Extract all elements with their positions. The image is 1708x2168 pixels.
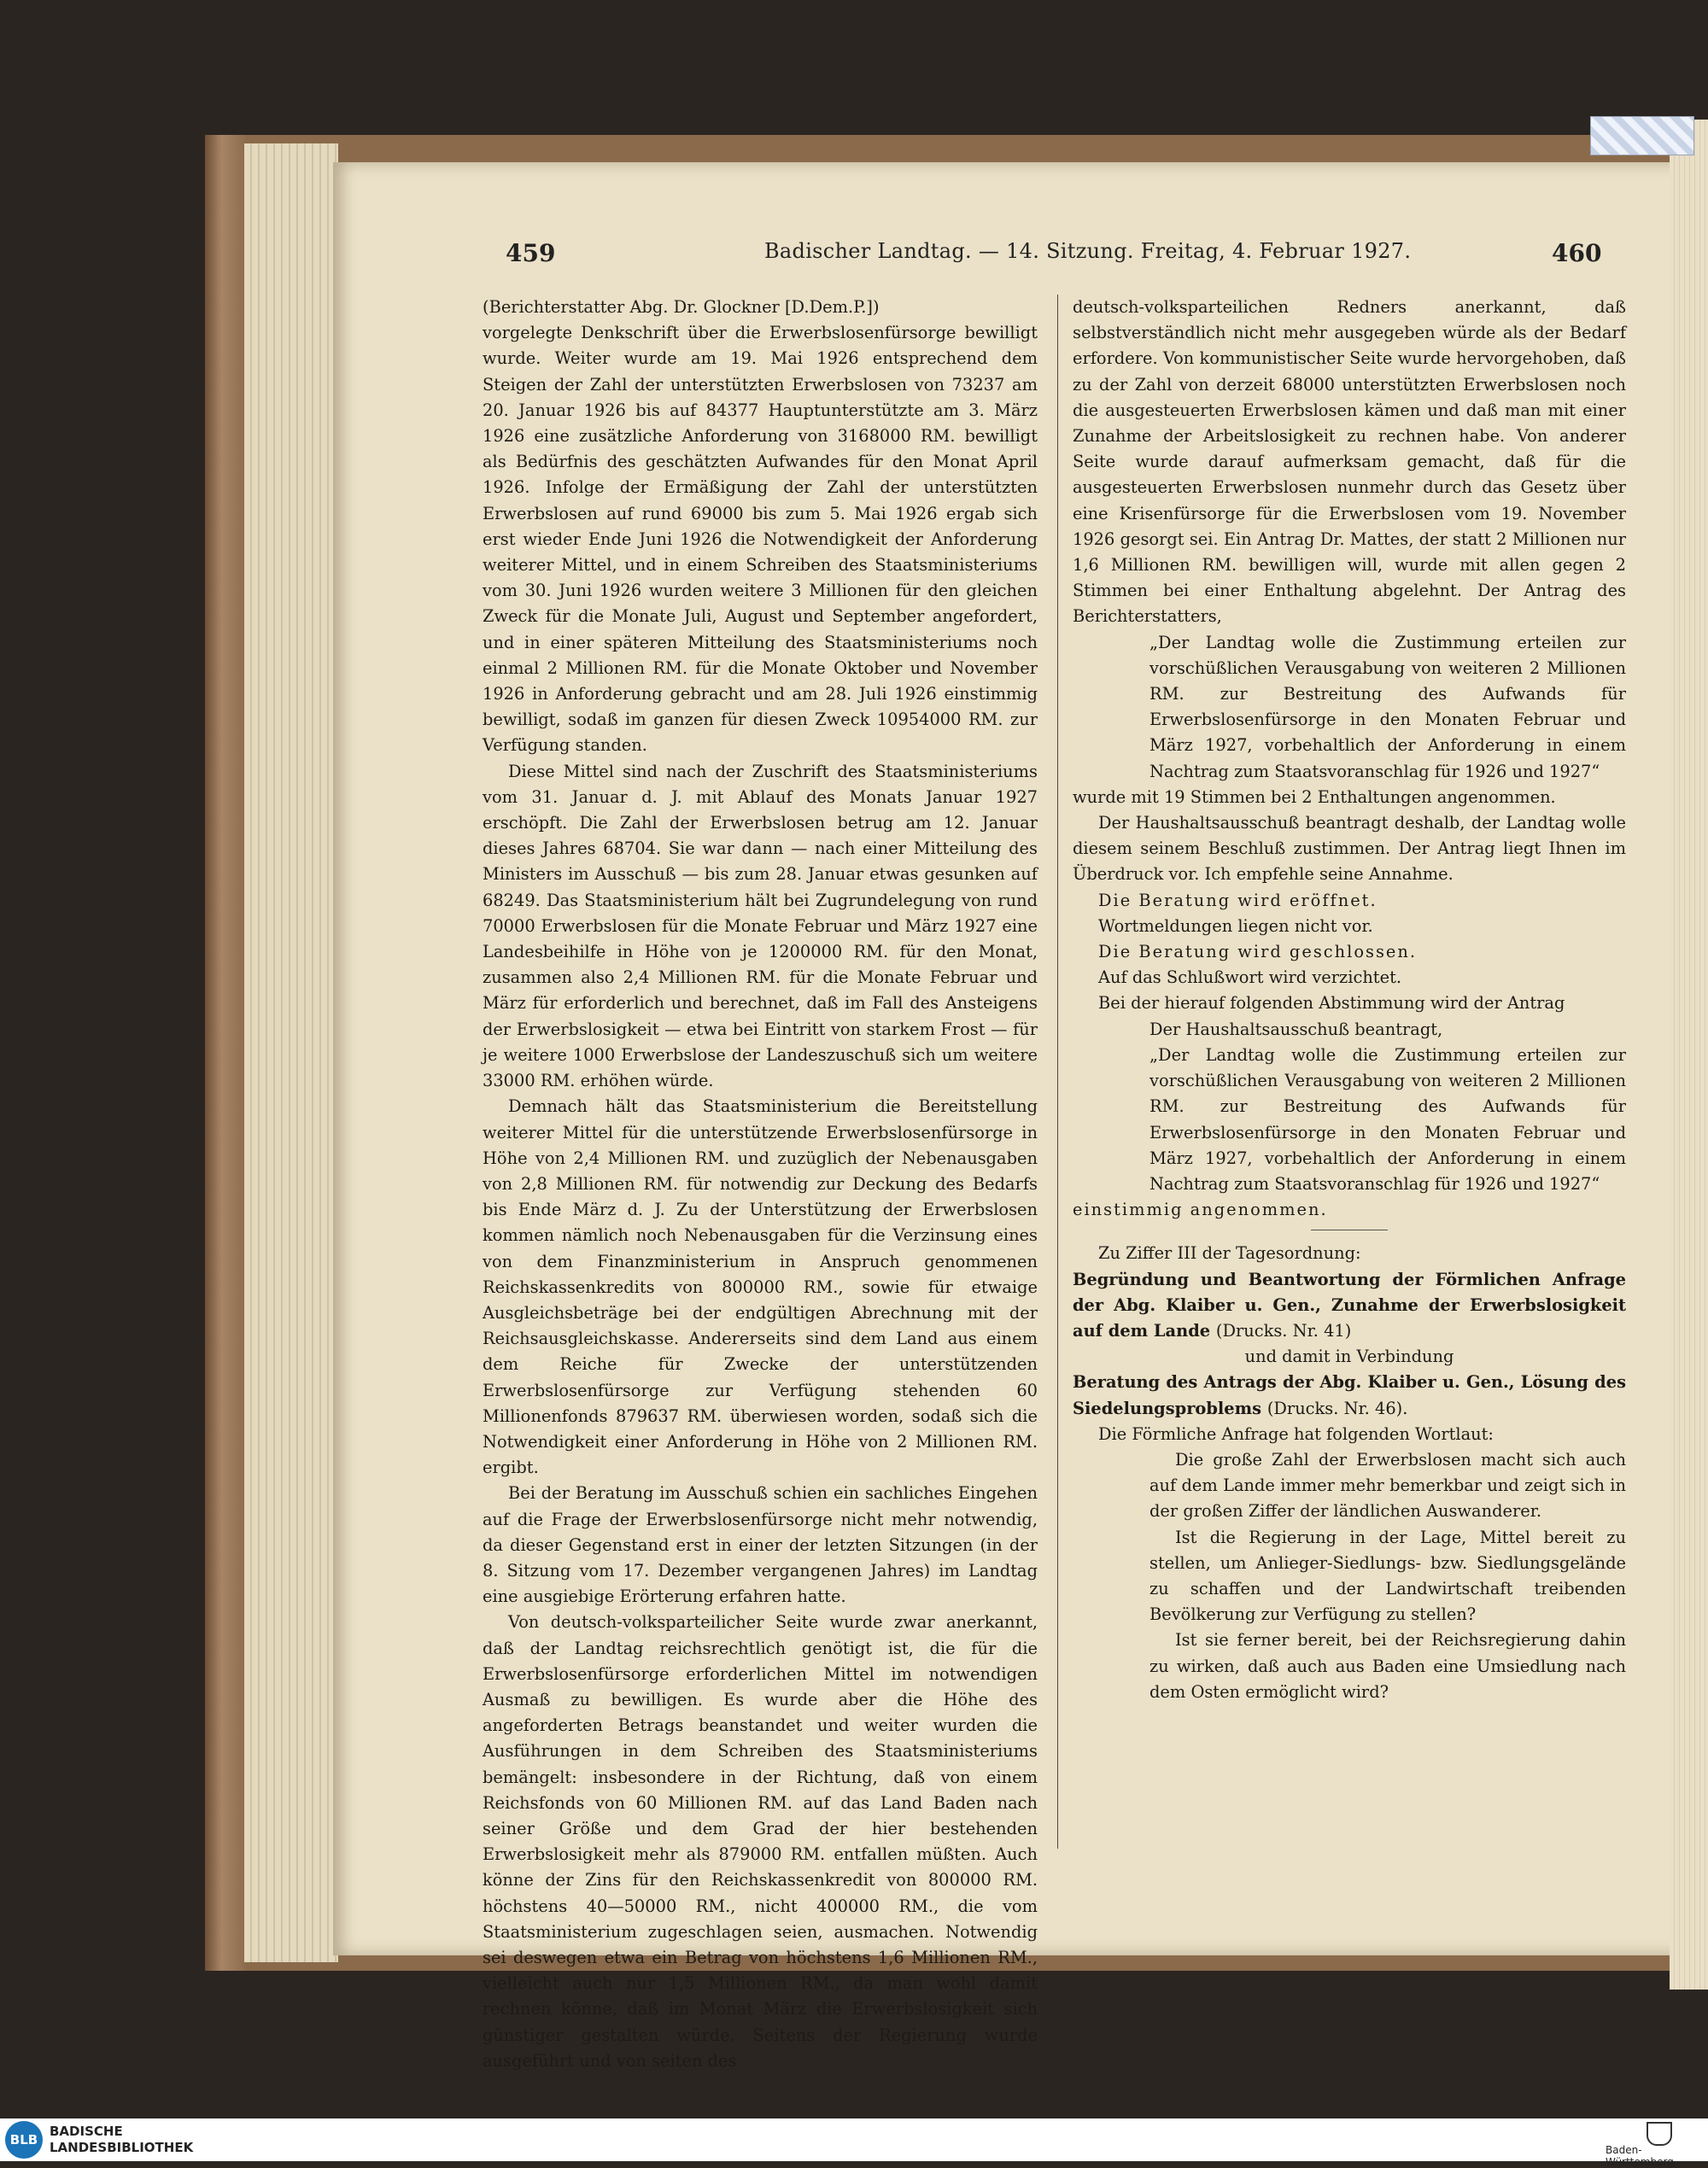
viewer-footer: [0, 2118, 1708, 2168]
paragraph: Bei der Beratung im Ausschuß schien ein sachliches Eingehen auf die Frage der Erwerbslosenfürsorge nicht mehr notwendig, da dieser Gegenstand erst in einer der letzten Sitzungen (in der 8. Sitzung vom 17. Dezember vergangenen Jahres) im Landtag eine ausgiebige Erörterung erfahren hatte.: [483, 1483, 1038, 1607]
paragraph: Der Haushaltsausschuß beantragt deshalb, der Landtag wolle diesem seinem Beschluß zustimmen. Der Antrag liegt Ihnen im Überdruck vor. Ich empfehle seine Annahme.: [1073, 813, 1626, 885]
inquiry-text: Ist die Regierung in der Lage, Mittel bereit zu stellen, um Anlieger-Siedlungs- bzw. Siedlungsgelände zu schaffen und der Landwirtschaft treibenden Bevölkerung zur Verfügung zu stellen?: [1149, 1527, 1626, 1625]
book-spine: [205, 135, 246, 1971]
procedure-line: Bei der hierauf folgenden Abstimmung wird der Antrag: [1098, 993, 1565, 1014]
right-column: [1073, 295, 1626, 1705]
motion-quote: „Der Landtag wolle die Zustimmung erteilen zur vorschüßlichen Verausgabung von weiteren 2 Millionen RM. zur Bestreitung des Aufwands für Erwerbslosenfürsorge in den Monaten Februar und März 1927, vorbehaltlich der Anforderung in einem Nachtrag zum Staatsvoranschlag für 1926 und 1927“: [1149, 1044, 1626, 1194]
motion-intro: Der Haushaltsausschuß beantragt,: [1149, 1019, 1443, 1039]
motion-quote: „Der Landtag wolle die Zustimmung erteilen zur vorschüßlichen Verausgabung von weiteren 2 Millionen RM. zur Bestreitung des Aufwands für Erwerbslosenfürsorge in den Monaten Februar und März 1927, vorbehaltlich der Anforderung in einem Nachtrag zum Staatsvoranschlag für 1926 und 1927“: [1149, 632, 1626, 781]
column-divider: [1057, 295, 1058, 1849]
procedure-line: Wortmeldungen liegen nicht vor.: [1098, 915, 1373, 936]
page-number-left: 459: [506, 239, 556, 267]
connector-line: und damit in Verbindung: [1244, 1347, 1454, 1367]
bookmark-ribbon: [1590, 116, 1694, 155]
running-header: Badischer Landtag. — 14. Sitzung. Freitag, 4. Februar 1927.: [764, 239, 1412, 263]
agenda-heading: Begründung und Beantwortung der Förmlichen Anfrage der Abg. Klaiber u. Gen., Zunahme der Erwerbslosigkeit auf dem Lande (Drucks. Nr. 41): [1073, 1269, 1626, 1341]
left-column: [483, 295, 1038, 2074]
agenda-heading: Beratung des Antrags der Abg. Klaiber u. Gen., Lösung des Siedelungsproblems (Drucks. Nr. 46).: [1073, 1372, 1626, 1418]
agenda-item: Zu Ziffer III der Tagesordnung:: [1098, 1243, 1361, 1264]
inquiry-text: Ist sie ferner bereit, bei der Reichsregierung dahin zu wirken, daß auch aus Baden eine Umsiedlung nach dem Osten ermöglicht wird?: [1149, 1630, 1626, 1702]
procedure-line: Die Beratung wird eröffnet.: [1098, 890, 1378, 910]
facing-page-edge: [1670, 120, 1708, 1990]
paragraph: Von deutsch-volksparteilicher Seite wurde zwar anerkannt, daß der Landtag reichsrechtlich genötigt ist, die für die Erwerbslosenfürsorge erforderlichen Mittel im notwendigen Ausmaß zu bewilligen. Es wurde aber die Höhe des angeforderten Betrags beanstandet und weiter wurden die Ausführungen in dem Schreiben des Staatsministeriums bemängelt: insbesondere in der Richtung, daß von einem Reichsfonds von 60 Millionen RM. auf das Land Baden nach seiner Größe und dem Grad der hier bestehenden Erwerbslosigkeit mehr als 879000 RM. entfallen müßten. Auch könne der Zins für den Reichskassenkredit von 800000 RM. höchstens 40—50000 RM., nicht 400000 RM., die vom Staatsministerium zugeschlagen seien, ausmachen. Notwendig sei deswegen etwa ein Betrag von höchstens 1,6 Millionen RM., vielleicht auch nur 1,5 Millionen RM., da man wohl damit rechnen könne, daß im Monat März die Erwerbslosigkeit sich günstiger gestalten würde. Seitens der Regierung wurde ausgeführt und von seiten des: [483, 1612, 1038, 2071]
procedure-line: Auf das Schlußwort wird verzichtet.: [1098, 967, 1402, 988]
library-name: BADISCHE LANDESBIBLIOTHEK: [50, 2124, 194, 2155]
paragraph: Die Förmliche Anfrage hat folgenden Wortlaut:: [1098, 1423, 1494, 1444]
procedure-line: Die Beratung wird geschlossen.: [1098, 942, 1418, 962]
page-stack: [244, 143, 338, 1962]
coat-of-arms-icon: [1647, 2122, 1672, 2146]
paragraph: vorgelegte Denkschrift über die Erwerbslosenfürsorge bewilligt wurde. Weiter wurde am 19. Mai 1926 entsprechend dem Steigen der Zahl der unterstützten Erwerbslosen von 73237 am 20. Januar 1926 bis auf 84377 Hauptunterstützte am 3. März 1926 eine zusätzliche Anforderung von 3168000 RM. bewilligt als Bedürfnis des geschätzten Aufwandes für den Monat April 1926. Infolge der Ermäßigung der Zahl der unterstützten Erwerbslosen auf rund 69000 bis zum 5. Mai 1926 ergab sich erst wieder Ende Juni 1926 die Notwendigkeit der Anforderung weiterer Mittel, und in einem Schreiben des Staatsministeriums vom 30. Juni 1926 wurden weitere 3 Millionen für den gleichen Zweck für die Monate Juli, August und September angefordert, und in einer späteren Mitteilung des Staatsministeriums noch einmal 2 Millionen RM. für die Monate Oktober und November 1926 in Anforderung gebracht und am 28. Juli 1926 einstimmig bewilligt, sodaß im ganzen für diesen Zweck 10954000 RM. zur Verfügung standen.: [483, 323, 1038, 756]
page-number-right: 460: [1552, 239, 1602, 267]
inquiry-text: Die große Zahl der Erwerbslosen macht sich auch auf dem Lande immer mehr bemerkbar und zeigt sich in der großen Ziffer der ländlichen Auswanderer.: [1149, 1449, 1626, 1522]
speaker-line: (Berichterstatter Abg. Dr. Glockner [D.Dem.P.]): [483, 297, 880, 317]
vote-result: einstimmig angenommen.: [1073, 1200, 1328, 1220]
paragraph: deutsch-volksparteilichen Redners anerkannt, daß selbstverständlich nicht mehr ausgegeben würde als der Bedarf erfordere. Von kommunistischer Seite wurde hervorgehoben, daß zu der Zahl von derzeit 68000 unterstützten Erwerbslosen noch die ausgesteuerten Erwerbslosen kämen und daß man mit einer Zunahme der Arbeitslosigkeit zu rechnen habe. Von anderer Seite wurde darauf aufmerksam gemacht, daß für die ausgesteuerten Erwerbslosen nunmehr durch das Gesetz über eine Krisenfürsorge für die Erwerbslosen vom 19. November 1926 gesorgt sei. Ein Antrag Dr. Mattes, der statt 2 Millionen nur 1,6 Millionen RM. bewilligen will, wurde mit allen gegen 2 Stimmen bei einer Enthaltung abgelehnt. Der Antrag des Berichterstatters,: [1073, 297, 1626, 627]
paragraph: Demnach hält das Staatsministerium die Bereitstellung weiterer Mittel für die unterstützende Erwerbslosenfürsorge in Höhe von 2,4 Millionen RM. und zuzüglich der Nebenausgaben von 2,8 Millionen RM. für notwendig zur Deckung des Bedarfs bis Ende März d. J. Zu der Unterstützung der Erwerbslosen kommen nämlich noch Nebenausgaben für die Verzinsung eines von dem Finanzministerium in Anspruch genommenen Reichskassenkredits von 800000 RM., sowie für etwaige Ausgleichsbeträge bei der endgültigen Abrechnung mit der Reichsausgleichskasse. Andererseits sind dem Land aus einem dem Reiche für Zwecke der unterstützenden Erwerbslosenfürsorge zur Verfügung stehenden 60 Millionenfonds 879637 RM. überwiesen worden, sodaß sich die Notwendigkeit einer Anforderung in Höhe von 2 Millionen RM. ergibt.: [483, 1096, 1038, 1478]
paragraph: wurde mit 19 Stimmen bei 2 Enthaltungen angenommen.: [1073, 786, 1556, 807]
blb-logo[interactable]: BLB: [5, 2121, 43, 2159]
partner-name: Baden-Württemberg: [1606, 2144, 1674, 2168]
paragraph: Diese Mittel sind nach der Zuschrift des Staatsministeriums vom 31. Januar d. J. mit Ablauf des Monats Januar 1927 erschöpft. Die Zahl der Erwerbslosen betrug am 12. Januar dieses Jahres 68704. Sie war dann — nach einer Mitteilung des Ministers im Ausschuß — bis zum 28. Januar etwas gesunken auf 68249. Das Staatsministerium hält bei Zugrundelegung von rund 70000 Erwerbslosen für die Monate Februar und März 1927 eine Landesbeihilfe in Höhe von je 1200000 RM. für den Monat, zusammen also 2,4 Millionen RM. für die Monate Februar und März für erforderlich und berechnet, daß im Fall des Ansteigens der Erwerbslosigkeit — etwa bei Eintritt von starkem Frost — für je weitere 1000 Erwerbslose der Landeszuschuß sich um weitere 33000 RM. erhöhen würde.: [483, 761, 1038, 1091]
